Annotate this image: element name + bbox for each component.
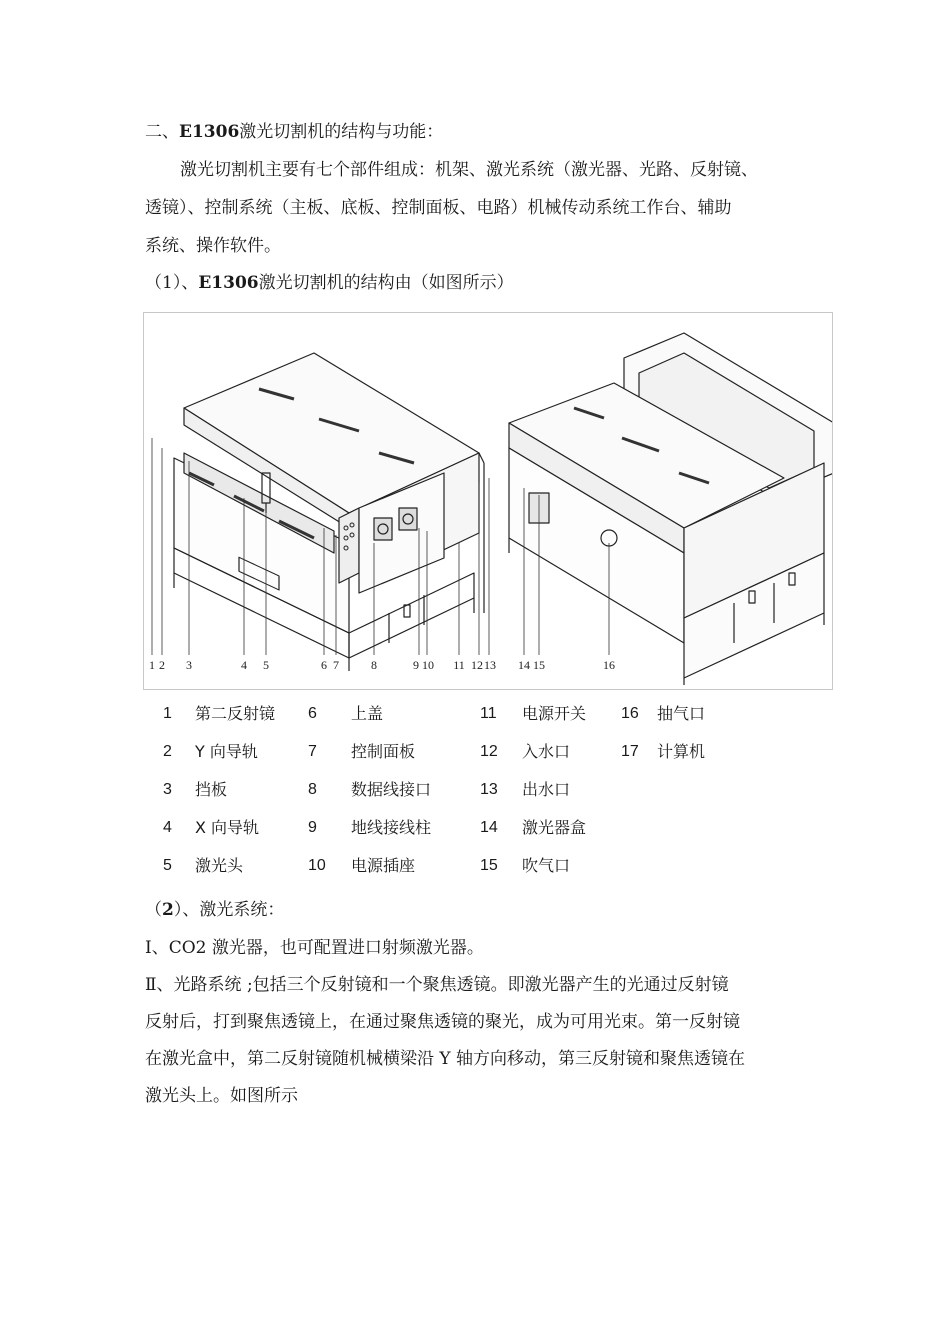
callout-8: 8: [371, 658, 377, 672]
item-2-line-4: 激光头上。如图所示: [145, 1086, 298, 1106]
legend-number: 6: [308, 705, 317, 722]
legend-number: 11: [480, 705, 497, 722]
legend-label: 抽气口: [657, 704, 706, 723]
callout-1: 1: [149, 658, 155, 672]
legend-number: 7: [308, 743, 317, 760]
callout-2: 2: [159, 658, 165, 672]
legend-number: 12: [480, 743, 498, 760]
legend-label: 入水口: [522, 742, 571, 761]
legend-label: 计算机: [657, 742, 706, 761]
legend-label: 吹气口: [522, 856, 571, 875]
legend-label: 控制面板: [351, 742, 416, 761]
callout-6: 6: [321, 658, 327, 672]
callout-numbers-right: [518, 658, 615, 672]
legend-label: 电源插座: [351, 856, 416, 875]
callout-10: 10: [422, 658, 434, 672]
callout-9: 9: [413, 658, 419, 672]
heading-model: E1306: [179, 122, 240, 142]
legend-number: 10: [308, 857, 326, 874]
item-2-line-3: 在激光盒中，第二反射镜随机械横梁沿 Y 轴方向移动，第三反射镜和聚焦透镜在: [145, 1049, 746, 1069]
item-2-line-2: 反射后，打到聚焦透镜上，在通过聚焦透镜的聚光，成为可用光束。第一反射镜: [145, 1012, 740, 1032]
legend-number: 17: [621, 743, 639, 760]
legend-row: [145, 816, 785, 840]
callout-4: 4: [241, 658, 247, 672]
callout-13: 13: [484, 658, 496, 672]
legend-label: X 向导轨: [195, 818, 260, 837]
intro-line-1: 激光切割机主要有七个部件组成：机架、激光系统（激光器、光路、反射镜、: [180, 160, 758, 180]
heading-suffix: 激光切割机的结构与功能：: [239, 122, 444, 142]
legend-number: 1: [163, 705, 172, 722]
section-heading: [145, 120, 443, 144]
section2-suffix: ）、激光系统：: [173, 900, 285, 920]
machine-diagram: [143, 312, 833, 690]
legend-label: 数据线接口: [351, 780, 432, 799]
callout-15: 15: [533, 658, 545, 672]
legend-number: 8: [308, 781, 317, 798]
callout-16: 16: [603, 658, 615, 672]
item-1: Ⅰ、CO2 激光器，也可配置进口射频激光器。: [145, 938, 484, 958]
legend-number: 4: [163, 819, 172, 836]
intro-line-2: 透镜）、控制系统（主板、底板、控制面板、电路）机械传动系统工作台、辅助: [145, 198, 732, 218]
callout-3: 3: [186, 658, 192, 672]
legend-label: 地线接线柱: [351, 818, 432, 837]
legend-label: 电源开关: [522, 704, 587, 723]
legend-number: 3: [163, 781, 172, 798]
callout-numbers-left: [149, 658, 496, 672]
legend-number: 14: [480, 819, 498, 836]
legend-label: 激光器盒: [522, 818, 587, 837]
legend-number: 16: [621, 705, 639, 722]
callout-12: 12: [471, 658, 483, 672]
section2-prefix: （: [145, 900, 162, 920]
callout-11: 11: [453, 658, 465, 672]
legend-number: 13: [480, 781, 498, 798]
section1-prefix: （1）、: [145, 273, 199, 293]
section1-suffix: 激光切割机的结构由（如图所示）: [258, 273, 514, 293]
legend-number: 9: [308, 819, 317, 836]
legend-number: 15: [480, 857, 498, 874]
legend-label: Y 向导轨: [195, 742, 258, 761]
legend-number: 5: [163, 857, 172, 874]
item-2-line-1: Ⅱ、光路系统 ;包括三个反射镜和一个聚焦透镜。即激光器产生的光通过反射镜: [145, 975, 729, 995]
section2-heading: [145, 898, 284, 922]
legend-label: 出水口: [522, 780, 571, 799]
machine-drawing: [144, 313, 832, 689]
legend-row: [145, 854, 785, 878]
callout-7: 7: [333, 658, 339, 672]
legend-label: 激光头: [195, 856, 244, 875]
legend-label: 上盖: [351, 704, 384, 723]
section2-num: 2: [162, 900, 174, 920]
intro-line-3: 系统、操作软件。: [145, 236, 281, 256]
legend-row: [145, 778, 785, 802]
heading-prefix: 二、: [145, 122, 179, 142]
legend-row: [145, 702, 785, 726]
section1-model: E1306: [198, 273, 259, 293]
legend-number: 2: [163, 743, 172, 760]
callout-14: 14: [518, 658, 530, 672]
legend-label: 第二反射镜: [195, 704, 276, 723]
legend-row: [145, 740, 785, 764]
section1-heading: [145, 271, 514, 295]
legend-label: 挡板: [195, 780, 228, 799]
callout-5: 5: [263, 658, 269, 672]
